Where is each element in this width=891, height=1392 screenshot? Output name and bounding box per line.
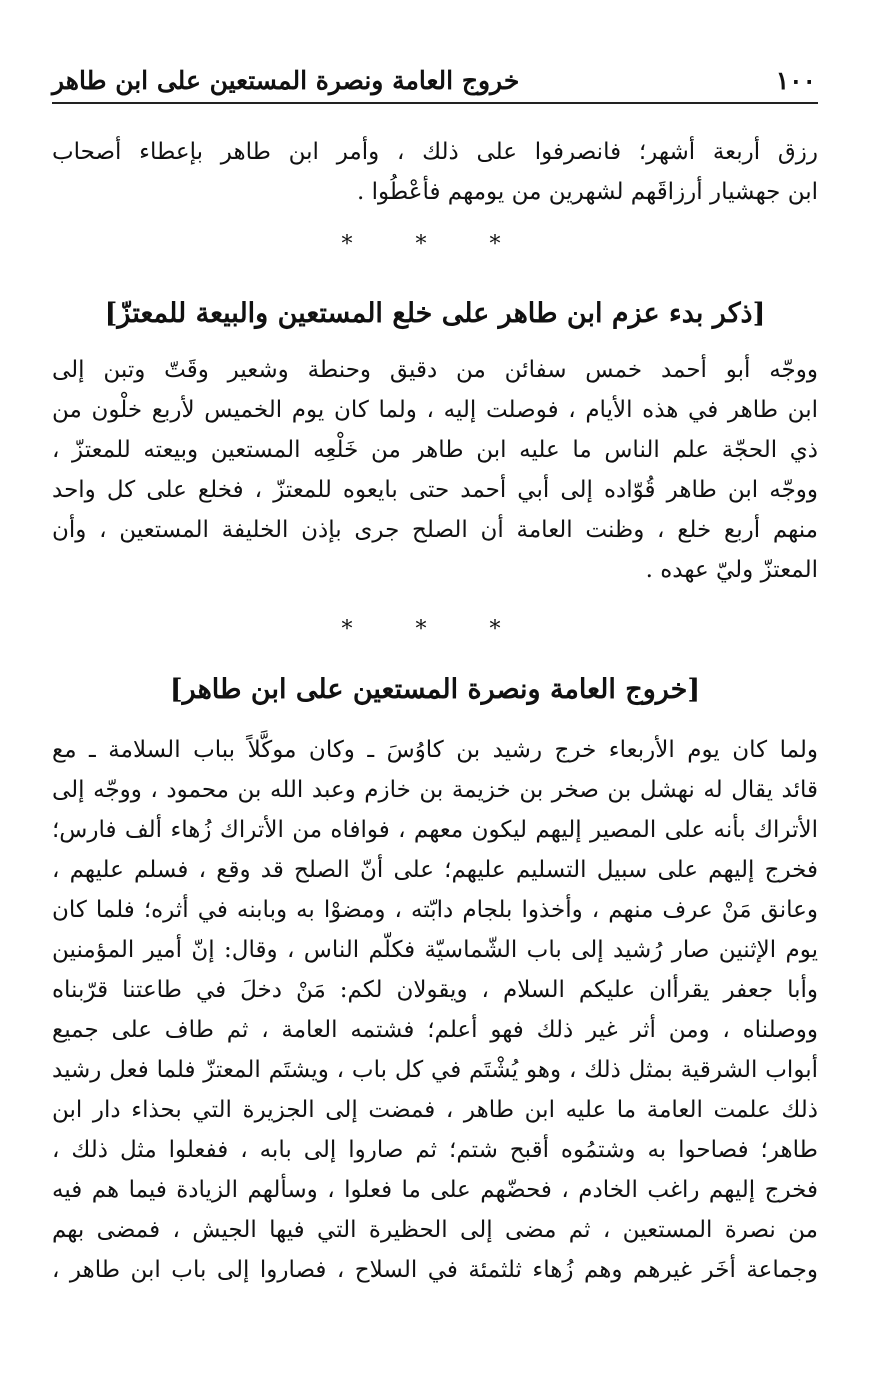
paragraph-uprising <box>52 730 818 1290</box>
text-line: رزق أربعة أشهر؛ فانصرفوا على ذلك ، وأمر ابن طاهر بإعطاء أصحاب <box>52 139 818 165</box>
paragraph-intro <box>52 132 818 212</box>
text-line: فخرج إليهم على سبيل التسليم عليهم؛ على أنّ الصلح قد وقع ، فسلم عليهم ، <box>52 857 818 883</box>
section-heading-uprising: [خروج العامة ونصرة المستعين على ابن طاهر] <box>169 674 701 705</box>
text-line: يوم الإثنين صار رُشيد إلى باب الشّماسيّة فكلّم الناس ، وقال: إنّ أمير المؤمنين <box>52 937 818 963</box>
text-line: وأبا جعفر يقرأان عليكم السلام ، ويقولان لكم: مَنْ دخلَ في طاعتنا قرّبناه <box>52 977 818 1003</box>
text-line: منهم أربع خلع ، وظنت العامة أن الصلح جرى بإذن الخليفة المستعين ، وأن <box>52 517 818 543</box>
section-separator: * * * <box>341 232 529 257</box>
text-line: ولما كان يوم الأربعاء خرج رشيد بن كاوُسَ ـ وكان موكَّلاً بباب السلامة ـ مع <box>52 737 818 763</box>
text-line: ابن طاهر في هذه الأيام ، فوصلت إليه ، ولما كان يوم الخميس لأربع خلْون من <box>52 397 818 423</box>
running-header <box>52 62 818 104</box>
text-line: ووصلناه ، ومن أثر غير ذلك فهو أعلم؛ فشتمه العامة ، ثم طاف على جميع <box>52 1017 818 1043</box>
text-line: ووجّه أبو أحمد خمس سفائن من دقيق وحنطة وشعير وقَتّ وتبن إلى <box>52 357 818 383</box>
text-line: المعتزّ وليّ عهده . <box>645 557 818 583</box>
text-line: الأتراك بأنه على المصير إليهم ليكون معهم ، فوافاه من الأتراك زُهاء ألف فارس؛ <box>52 817 818 843</box>
text-line: قائد يقال له نهشل بن صخر بن خزيمة بن خازم وعبد الله بن محمود ، ووجّه إلى <box>52 777 818 803</box>
text-line: من نصرة المستعين ، ثم مضى إلى الحظيرة التي فيها الجيش ، فمضى بهم <box>52 1217 818 1243</box>
text-line: طاهر؛ فصاحوا به وشتمُوه أقبح شتم؛ ثم صاروا إلى بابه ، ففعلوا مثل ذلك ، <box>52 1137 818 1163</box>
text-line: ذلك علمت العامة ما عليه ابن طاهر ، فمضت إلى الجزيرة التي بحذاء دار ابن <box>52 1097 818 1123</box>
text-line: ووجّه ابن طاهر قُوّاده إلى أبي أحمد حتى بايعوه للمعتزّ ، فخلع على كل واحد <box>52 477 818 503</box>
page-number: ١٠٠ <box>775 66 816 95</box>
text-line: أبواب الشرقية بمثل ذلك ، وهو يُشْتَم في كل باب ، ويشتَم المعتزّ فلما فعل رشيد <box>52 1057 818 1083</box>
text-line: فخرج إليهم راغب الخادم ، فحضّهم على ما فعلوا ، وسألهم الزيادة فيما هم فيه <box>52 1177 818 1203</box>
text-line: ابن جهشيار أرزاقَهم لشهرين من يومهم فأعْطُوا . <box>356 179 818 205</box>
text-line: ذي الحجّة علم الناس ما عليه ابن طاهر من خَلْعِه المستعين وبيعته للمعتزّ ، <box>52 437 818 463</box>
section-separator: * * * <box>341 617 529 642</box>
section-heading-abdication: [ذكر بدء عزم ابن طاهر على خلع المستعين والبيعة للمعتزّ] <box>104 298 766 329</box>
paragraph-abdication <box>52 350 818 590</box>
running-title: خروج العامة ونصرة المستعين على ابن طاهر <box>52 66 520 95</box>
text-line: وجماعة أخَر غيرهم وهم زُهاء ثلثمئة في السلاح ، فصاروا إلى باب ابن طاهر ، <box>52 1257 818 1283</box>
text-line: وعانق مَنْ عرف منهم ، وأخذوا بلجام دابّته ، ومضوْا به وبابنه في أثره؛ فلما كان <box>52 897 818 923</box>
